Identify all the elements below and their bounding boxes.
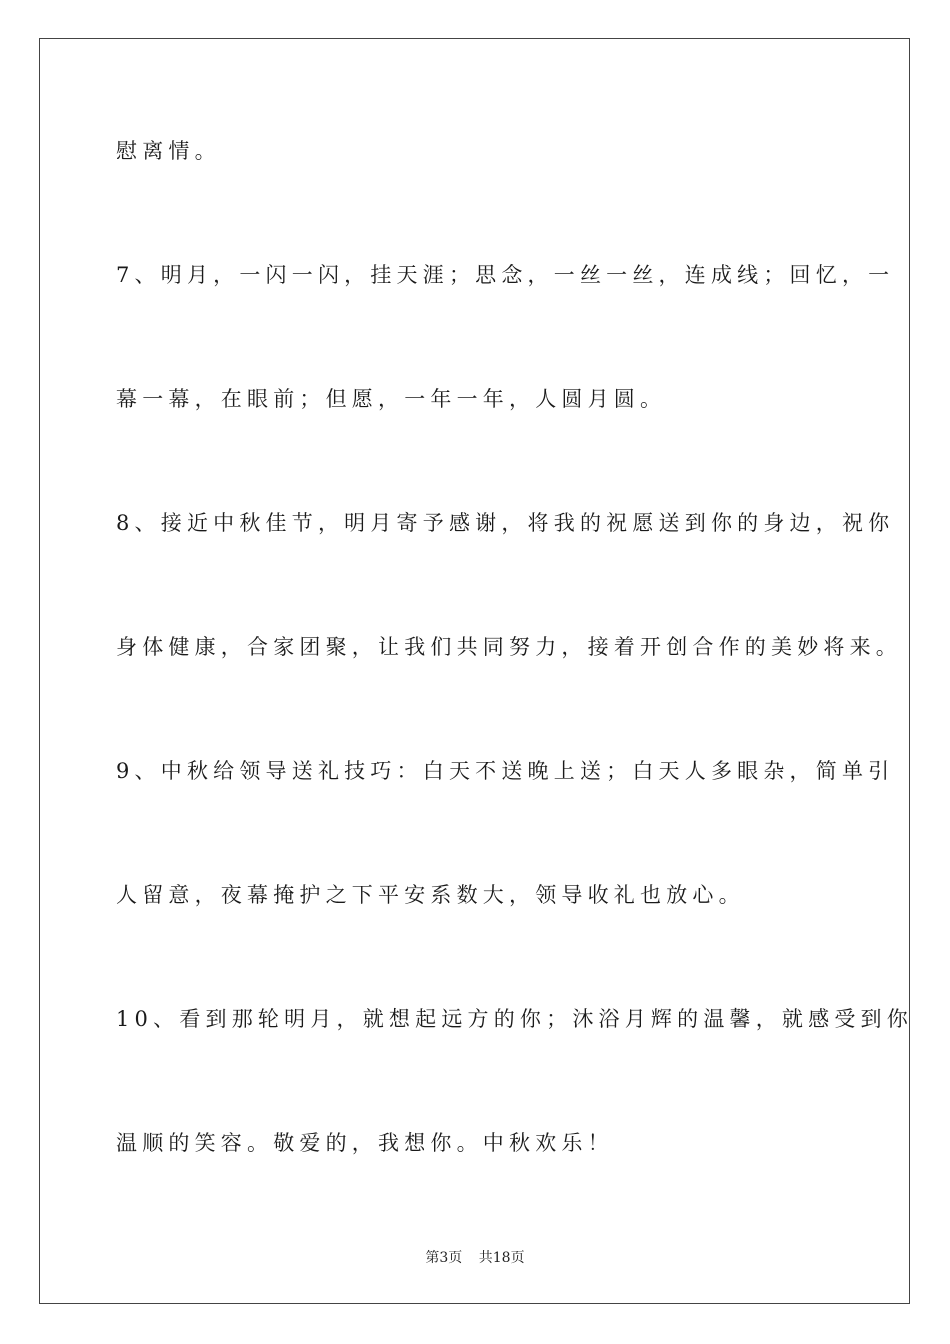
page-number: 第3页 xyxy=(425,1250,463,1266)
text-line: 7、明月，一闪一闪，挂天涯；思念，一丝一丝，连成线；回忆，一 xyxy=(116,263,895,287)
page-border xyxy=(39,38,913,1304)
text-line: 9、中秋给领导送礼技巧：白天不送晚上送；白天人多眼杂，简单引 xyxy=(116,759,895,783)
page-footer xyxy=(0,1248,950,1268)
text-line: 慰离情。 xyxy=(116,139,221,163)
text-line: 幕一幕，在眼前；但愿，一年一年，人圆月圆。 xyxy=(116,387,667,411)
text-line: 温顺的笑容。敬爱的，我想你。中秋欢乐！ xyxy=(116,1131,614,1155)
text-line: 10、看到那轮明月，就想起远方的你；沐浴月辉的温馨，就感受到你 xyxy=(116,1007,913,1031)
text-line: 身体健康，合家团聚，让我们共同努力，接着开创合作的美妙将来。 xyxy=(116,635,902,659)
text-line: 人留意，夜幕掩护之下平安系数大，领导收礼也放心。 xyxy=(116,883,745,907)
text-line: 8、接近中秋佳节，明月寄予感谢，将我的祝愿送到你的身边，祝你 xyxy=(116,511,895,535)
page-total: 共18页 xyxy=(478,1250,525,1266)
